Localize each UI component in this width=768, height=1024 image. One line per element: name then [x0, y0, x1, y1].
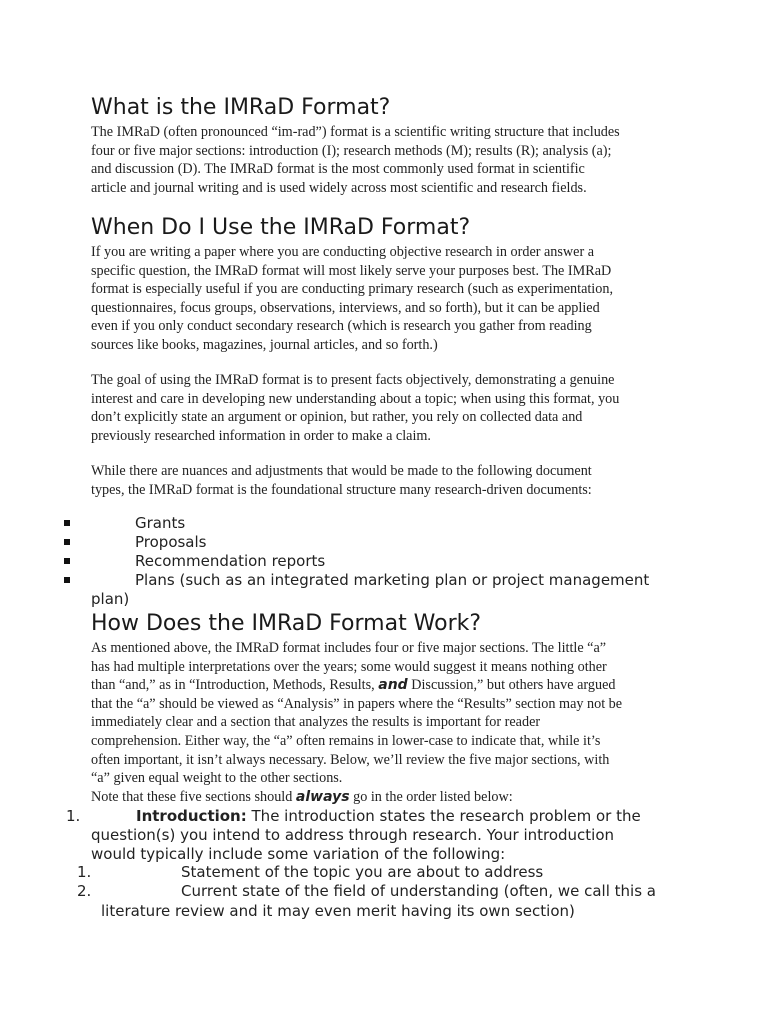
text-line: that the “a” should be viewed as “Analysis” in papers where the “Results” section may not be	[91, 695, 623, 712]
paragraph-when-use-1	[91, 243, 691, 355]
text-segment: Discussion,” but others have argued	[407, 677, 616, 694]
text-segment: The introduction states the research problem or the	[246, 807, 641, 825]
text-line: article and journal writing and is used widely across most scientific and research fields.	[91, 179, 587, 196]
text-line: types, the IMRaD format is the foundational structure many research-driven documents:	[91, 481, 592, 498]
emphasis-always: always	[295, 788, 350, 805]
text-line: comprehension. Either way, the “a” often remains in lower-case to indicate that, while it’s	[91, 732, 601, 749]
list-item-introduction	[136, 807, 641, 826]
square-bullet-icon	[64, 520, 70, 526]
text-line: has had multiple interpretations over the years; some would suggest it means nothing other	[91, 658, 607, 675]
text-line: The goal of using the IMRaD format is to present facts objectively, demonstrating a genuine	[91, 372, 615, 388]
paragraph-when-use-2	[91, 371, 691, 445]
emphasis-and: and	[378, 677, 408, 694]
list-item-label: Grants	[135, 514, 186, 532]
heading-how-imrad-works: How Does the IMRaD Format Work?	[91, 611, 482, 636]
square-bullet-icon	[64, 539, 70, 545]
list-item-wrap: would typically include some variation of the following:	[91, 845, 506, 863]
text-line: If you are writing a paper where you are conducting objective research in order answer a	[91, 244, 595, 260]
square-bullet-icon	[64, 558, 70, 564]
text-line: don’t explicitly state an argument or opinion, but rather, you rely on collected data and	[91, 409, 583, 426]
square-bullet-icon	[64, 577, 70, 583]
sublist-item-wrap: literature review and it may even merit having its own section)	[101, 902, 575, 920]
sublist-item: Current state of the field of understanding (often, we call this a	[181, 882, 656, 900]
text-line: often important, it isn’t always necessary. Below, we’ll review the five major sections, with	[91, 751, 610, 768]
text-line: The IMRaD (often pronounced “im-rad”) format is a scientific writing structure that includes	[91, 124, 620, 140]
introduction-label: Introduction:	[136, 807, 247, 825]
text-line: While there are nuances and adjustments that would be made to the following document	[91, 463, 592, 479]
sublist-number: 2.	[77, 882, 92, 900]
text-line: even if you only conduct secondary research (which is research you gather from reading	[91, 318, 592, 335]
sublist-number: 1.	[77, 863, 92, 881]
paragraph-how-works	[91, 639, 691, 806]
text-segment: Note that these five sections should	[91, 788, 296, 805]
list-item-label: Proposals	[135, 533, 207, 551]
text-line: previously researched information in order to make a claim.	[91, 427, 431, 444]
sublist-item: Statement of the topic you are about to address	[181, 863, 544, 881]
heading-when-use-imrad: When Do I Use the IMRaD Format?	[91, 215, 471, 240]
text-line: immediately clear and a section that analyzes the results is important for reader	[91, 714, 541, 731]
text-line: interest and care in developing new understanding about a topic; when using this format, you	[91, 390, 620, 407]
list-item-label: Plans (such as an integrated marketing plan or project management	[135, 571, 650, 589]
text-line-with-emphasis	[91, 676, 691, 695]
list-number: 1.	[66, 807, 81, 825]
list-item-wrap: plan)	[91, 590, 130, 608]
text-segment: than “and,” as in “Introduction, Methods, Results,	[91, 677, 379, 694]
list-item-wrap: question(s) you intend to address through research. Your introduction	[91, 826, 615, 844]
paragraph-what-is-imrad	[91, 123, 691, 197]
text-line: “a” given equal weight to the other sections.	[91, 770, 343, 787]
text-line: questionnaires, focus groups, observations, interviews, and so forth), but it can be applied	[91, 299, 600, 316]
heading-what-is-imrad: What is the IMRaD Format?	[91, 95, 391, 120]
text-line: specific question, the IMRaD format will most likely serve your purposes best. The IMRaD	[91, 262, 612, 279]
text-segment: go in the order listed below:	[349, 788, 513, 805]
text-line: and discussion (D). The IMRaD format is the most commonly used format in scientific	[91, 161, 585, 178]
text-line: sources like books, magazines, journal articles, and so forth.)	[91, 336, 438, 353]
text-line: format is especially useful if you are conducting primary research (such as experimentation,	[91, 281, 613, 298]
text-line: four or five major sections: introduction (I); research methods (M); results (R); analysis (a);	[91, 142, 612, 159]
list-item-label: Recommendation reports	[135, 552, 326, 570]
paragraph-when-use-3	[91, 462, 691, 499]
note-line	[91, 788, 691, 807]
text-line: As mentioned above, the IMRaD format includes four or five major sections. The little “a”	[91, 640, 607, 656]
